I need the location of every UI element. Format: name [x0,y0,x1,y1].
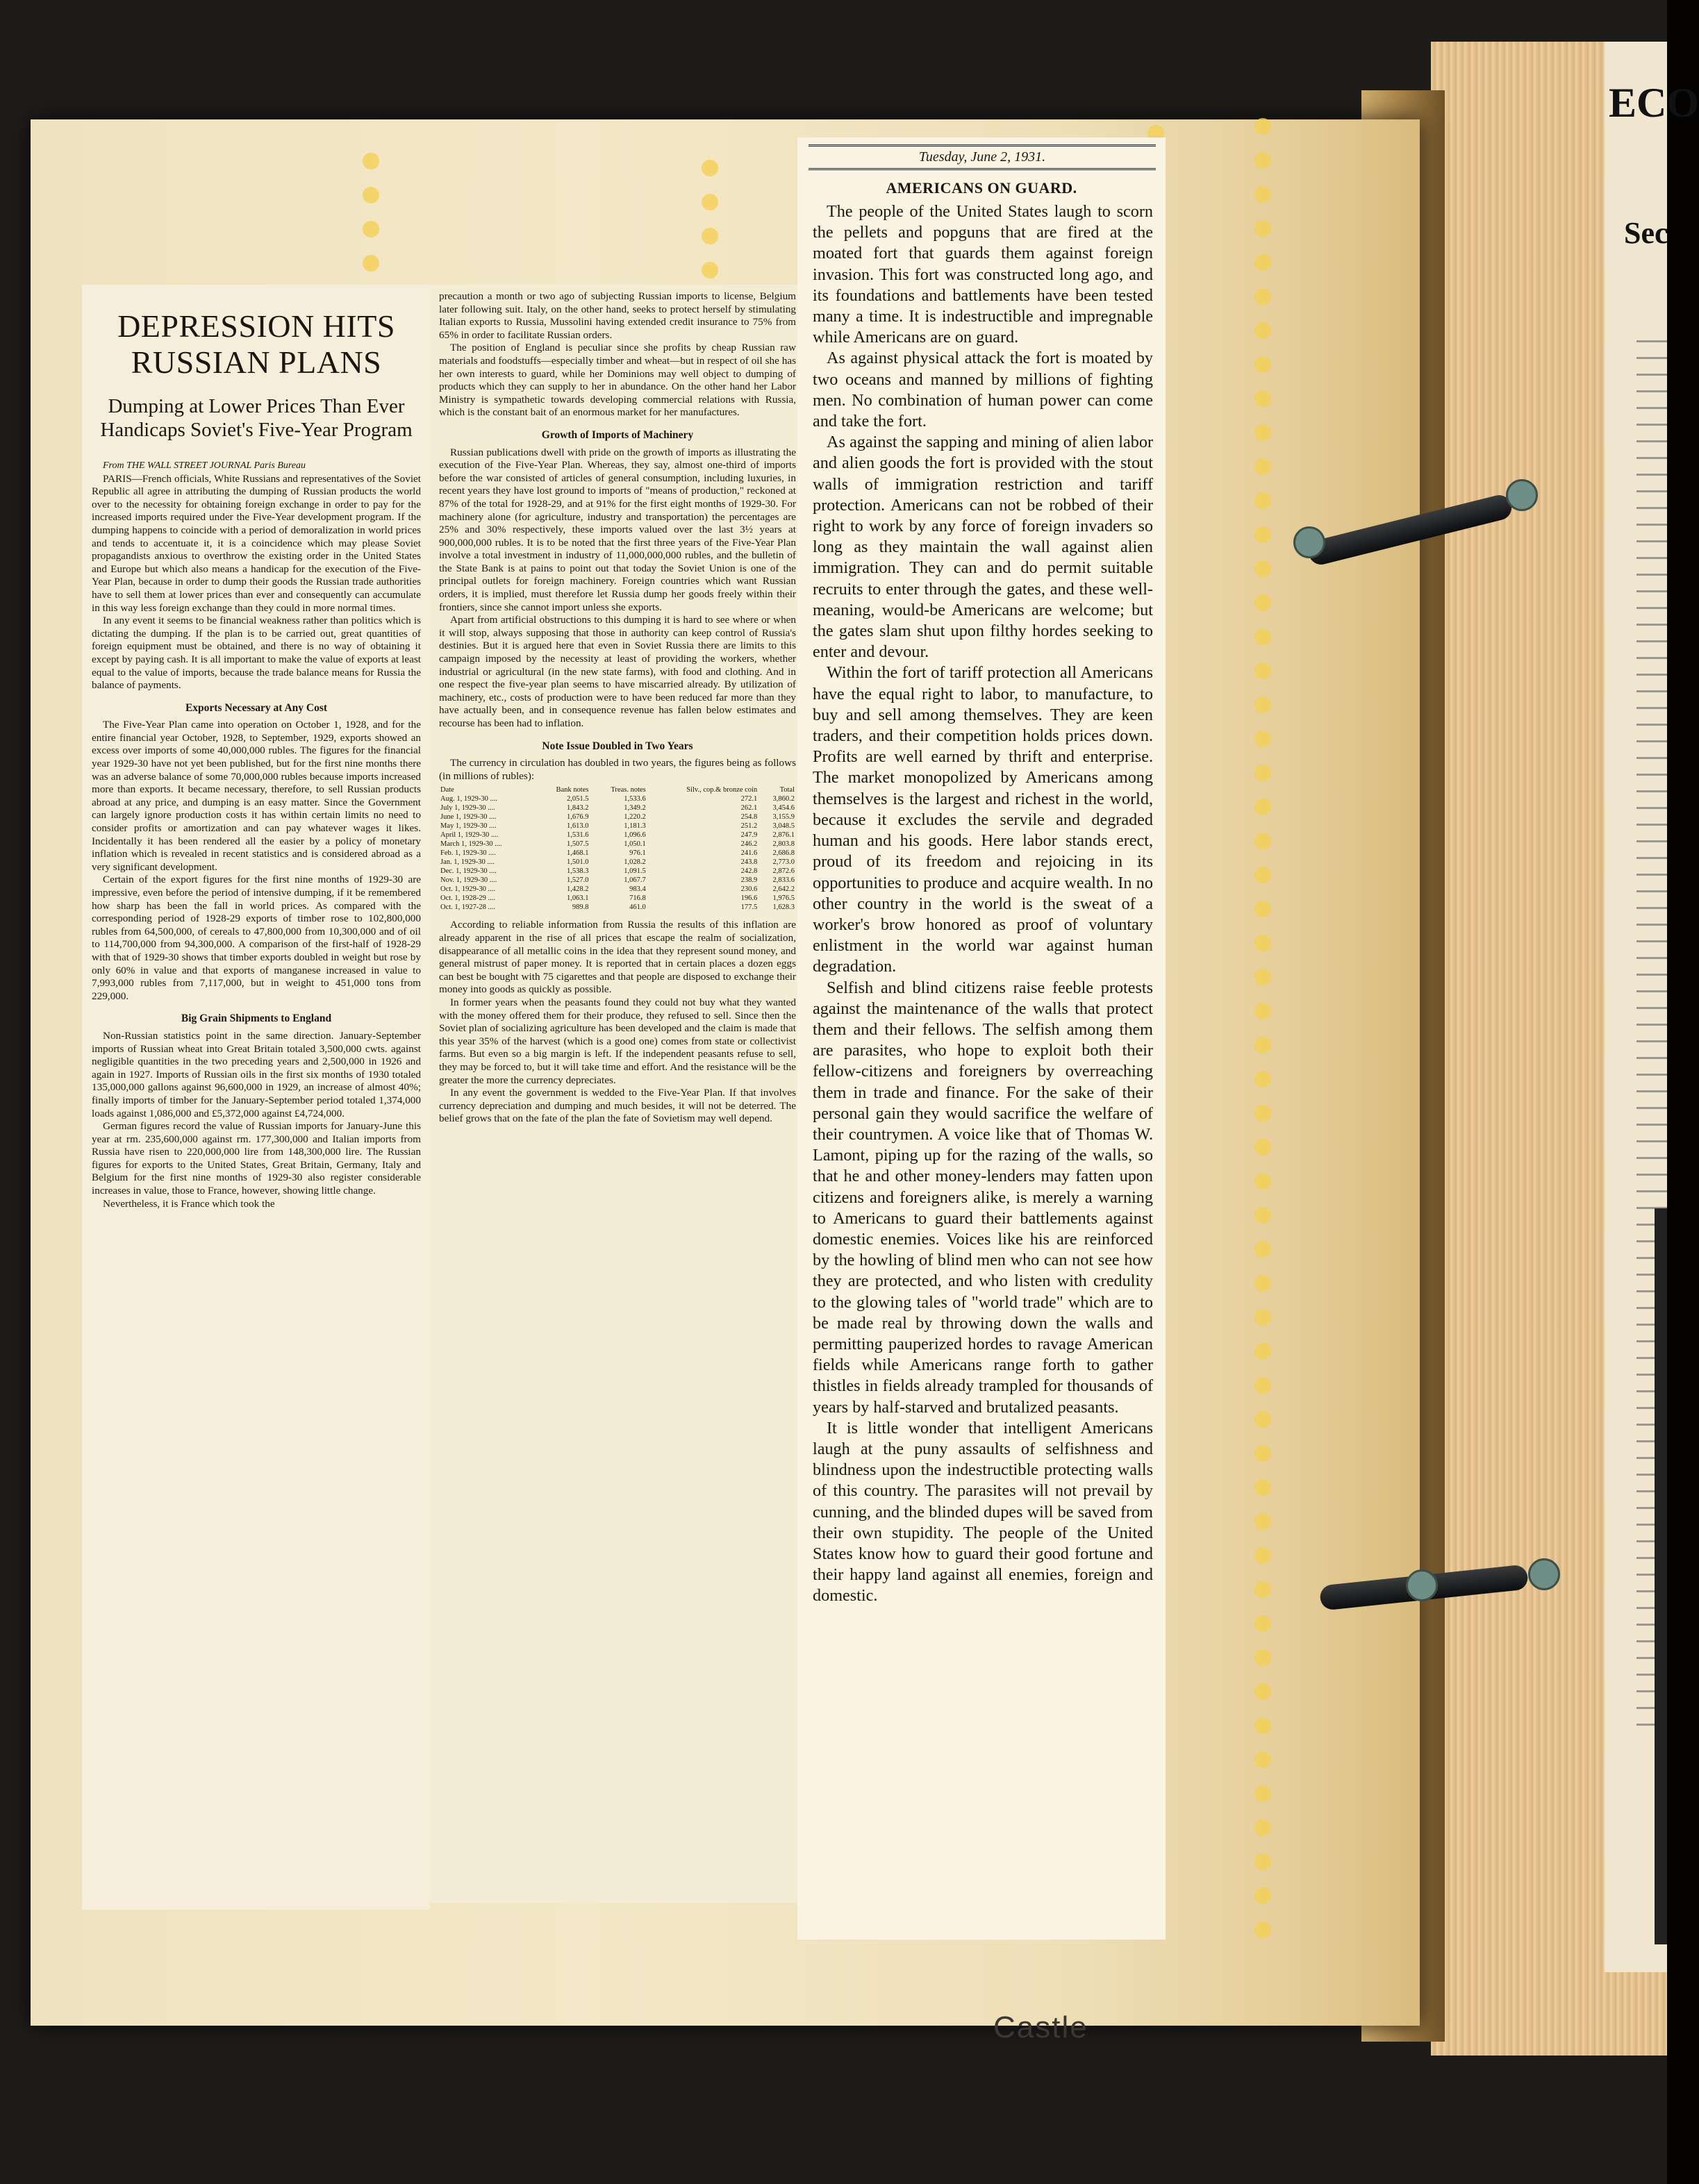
glue-dots-left [363,153,379,289]
table-row [439,867,796,876]
table-cell: 272.1 [740,795,758,803]
table-cell: 1,676.9 [566,813,589,822]
table-cell: 238.9 [740,876,758,885]
table-cell: 243.8 [740,858,758,867]
table-cell: Aug. 1, 1929-30 .... [440,795,497,803]
table-cell: 247.9 [740,831,758,840]
paragraph: The currency in circulation has doubled in two years, the figures being as follows (in millions of rubles): [439,757,796,782]
table-cell: July 1, 1929-30 .... [440,804,495,812]
adjacent-page-title: ECO [1609,80,1699,126]
table-cell: 1,067.7 [624,876,646,885]
paragraph: PARIS—French officials, White Russians and representatives of the Soviet Republic all agree in attributing the dumping of Russian products the world over to the necessity for obtaining foreign exchange in order to pay for the increased imports required under the Five-Year development program. If the dumping happens to coincide with a period of demoralization in world prices and tends to accentuate it, it is a coincidence which may please Soviet propagandists anxious to overthrow the existing order in the United States and Europe but which also means a handicap for the execution of the Five-Year Plan, because in order to dump their goods the Russian trade authorities have to sell them at lower prices than ever and consequently can accumulate in this way less foreign exchange than they could in more normal times. [92,472,421,614]
paragraph: Within the fort of tariff protection all Americans have the equal right to labor, to manufacture, to buy and sell among themselves. They are keen traders, and their competition holds prices down. Profits are well earned by thrift and enterprise. The market monopolized by Americans among themselves is the largest and richest in the world, because it excludes the servile and degraded human and his goods. Here labor stands erect, proud of its freedom and rejoicing in its opportunities to produce and acquire wealth. In no other country in the world is the sweat of a worker's brow honored as proof of voluntary enlistment in the world war against human degradation. [813,663,1153,976]
table-cell: 1,613.0 [566,822,589,831]
table-cell: 2,803.8 [772,840,795,849]
subhead-notes: Note Issue Doubled in Two Years [542,740,693,752]
adjacent-page-subtitle: Sec [1624,216,1668,250]
table-cell: June 1, 1929-30 .... [440,813,497,822]
table-row [439,903,796,912]
table-row [439,794,796,803]
table-cell: 2,833.6 [772,876,795,885]
table-cell: 3,155.9 [772,813,795,822]
table-cell: 254.8 [740,813,758,822]
binder-rivet-bottom [1528,1558,1560,1590]
table-cell: Feb. 1, 1929-30 .... [440,849,496,858]
table-cell: 2,876.1 [772,831,795,840]
table-header: Bank notes [556,786,589,794]
table-cell: 1,507.5 [566,840,589,849]
table-cell: Oct. 1, 1928-29 .... [440,894,496,903]
table-row [439,831,796,840]
table-cell: 262.1 [740,804,758,812]
table-cell: 976.1 [629,849,646,858]
table-cell: 1,050.1 [624,840,646,849]
subhead-exports: Exports Necessary at Any Cost [185,701,328,714]
paragraph: The Five-Year Plan came into operation on October 1, 1928, and for the entire financial year October, 1928, to September, 1929, exports showed an excess over imports of some 40,000,000 rubles. The figures for the financial year 1929-30 have not yet been published, but for the first nine months there was an adverse balance of some 70,000,000 rubles because imports increased more than exports. It became necessary, therefore, to sell Russian products abroad at any price, and dumping is an easy matter. Since the Government can largely ignore production costs it has within certain limits no need to consider profits or amortization and can pay whatever wages it likes. Incidentally it has been rendered all the easier by a policy of monetary inflation which is revealed in recent statistics and is considered abroad as a very significant development. [92,719,421,873]
table-cell: 2,051.5 [566,795,589,803]
paragraph: German figures record the value of Russian imports for January-June this year at rm. 235,600,000 against rm. 177,300,000 and Italian imports from Russia have risen to 220,000,000 lire from 148,300,000 lire. The Russian figures for exports to the United States, Great Britain, Germany, Italy and Belgium for the first nine months of 1929-30 also register considerable increases in value, those to France, however, showing little change. [92,1120,421,1197]
binder-rivet-top [1506,479,1538,511]
editorial-body [813,201,1153,1607]
table-cell: 3,048.5 [772,822,795,831]
table-cell: 1,349.2 [624,804,646,812]
table-cell: 251.2 [740,822,758,831]
table-cell: March 1, 1929-30 .... [440,840,502,849]
paragraph: The people of the United States laugh to scorn the pellets and popguns that are fired at the moated fort that guards them against foreign invasion. This fort was constructed long ago, and its foundations and battlements have been tested many a time. It is indestructible and impregnable while Americans are on guard. [813,202,1153,347]
table-cell: 196.6 [740,894,758,903]
paragraph: Certain of the export figures for the first nine months of 1929-30 are impressive, even before the period of intensive dumping, if it be remembered how sharp has been the fall in world prices. As compared with the corresponding period of 1928-29 exports of timber rose to 102,800,000 rubles from 64,500,000, of cereals to 47,800,000 from 10,300,000 and of oil to 114,700,000 from 94,300,000. A comparison of the first-half of 1928-29 with that of 1929-30 shows that timber exports doubled in weight but rose by only 60% in value and that exports of manganese increased in value to 7,993,000 rubles from 7,117,000, but in weight to 451,000 tons from 229,000. [92,874,421,1002]
table-cell: 3,454.6 [772,804,795,812]
table-cell: 1,028.2 [624,858,646,867]
table-row [439,803,796,812]
table-cell: 1,181.3 [624,822,646,831]
table-cell: 1,468.1 [566,849,589,858]
table-cell: 461.0 [629,903,646,912]
table-cell: 1,843.2 [566,804,589,812]
table-cell: 1,527.0 [566,876,589,885]
adjacent-page [1605,42,1699,1972]
table-cell: 1,538.3 [566,867,589,876]
editorial-title: AMERICANS ON GUARD. [886,179,1077,197]
paragraph: Apart from artificial obstructions to this dumping it is hard to see where or when it will stop, always supposing that those in authority can keep control of Russia's destinies. But it is argued here that even in Soviet Russia there are limits to this campaign imposed by the necessity at least of providing the workers, whether industrial or agricultural (in the new state farms), with food and clothing. And in one respect the five-year plan seems to have miscarried already. By utilization of machinery, etc., costs of production were to have been reduced far more than they have actually been, and in consequence revenue has fallen below estimates and recourse has been had to inflation. [439,614,796,729]
headline: DEPRESSION HITS RUSSIAN PLANS [117,308,395,380]
table-row [439,894,796,903]
table-row [439,876,796,885]
table-cell: 716.8 [629,894,646,903]
currency-table [439,785,796,912]
table-cell: Dec. 1, 1929-30 .... [440,867,497,876]
table-cell: 1,533.6 [624,795,646,803]
paragraph: It is little wonder that intelligent Americans laugh at the puny assaults of selfishness and blindness upon the indestructible protecting walls of this country. The parasites will not prevail by cunning, and the blinded dupes will be saved from their own stupidity. The people of the United States know how to guard their good fortune and their happy land against all enemies, foreign and domestic. [813,1418,1153,1606]
table-cell: 2,642.2 [772,885,795,894]
paragraph: The position of England is peculiar since she profits by cheap Russian raw materials and foodstuffs—especially timber and wheat—but in respect of oil she has her own interests to guard, while her Dominions may well object to dumping of products which they can supply to her in abundance. On the other hand her Labor Ministry is sympathetic towards developing commercial relations with Russia, which is the constant bait of an enormous market for her manufactures. [439,342,796,419]
paragraph: Russian publications dwell with pride on the growth of imports as illustrating the execution of the Five-Year Plan. Whereas, they say, almost one-third of imports before the war consisted of articles of general consumption, including luxuries, in recent years they have lost ground to imports of "means of production," reckoned at 87% of the total for 1928-29, and at 91% for the first eight months of 1929-30. For machinery alone (for agriculture, industry and transportation) the percentages are 25% and 30% respectively, these imports valued over the last 3½ years at 900,000,000 rubles. It is to be noted that the first three years of the Five-Year Plan involve a total investment in industry of 11,000,000,000 rubles, and the bulletin of the State Bank is at pains to point out that today the Soviet Union is one of the principal outlets for foreign machinery. Foreign countries which want Russian orders, it is implied, must therefore let Russia dump her goods freely within their frontiers, since she cannot import unless she exports. [439,446,796,613]
table-cell: 1,428.2 [566,885,589,894]
paragraph: Non-Russian statistics point in the same direction. January-September imports of Russian wheat into Great Britain totaled 3,500,000 cwts. against negligible quantities in the two preceding years and 2,500,000 in 1926 and again in 1927. Imports of Russian oils in the first six months of 1930 totaled 135,000,000 gallons against 96,600,000 in 1929, an increase of almost 40%; finally imports of timber for the January-September period totaled 1,374,000 loads against 1,086,000 and £5,372,000 against £4,724,000. [92,1029,421,1119]
table-header-row [439,785,796,794]
clipping-middle [429,285,804,1903]
deck: Dumping at Lower Prices Than Ever Handicaps Soviet's Five-Year Program [100,395,413,441]
table-cell: 3,860.2 [772,795,795,803]
paragraph: According to reliable information from Russia the results of this inflation are already apparent in the rise of all prices that escape the realm of socialization, disappearance of all metallic coins in the idea that they represent sound money, and general mistrust of paper money. It is reported that in certain places a dozen eggs can best be bought with 75 cigarettes and that people are disposed to exchange their money into goods as quickly as possible. [439,919,796,996]
table-cell: 983.4 [629,885,646,894]
table-row [439,858,796,867]
table-cell: Jan. 1, 1929-30 .... [440,858,495,867]
paragraph: Nevertheless, it is France which took the [103,1197,275,1210]
table-cell: 1,096.6 [624,831,646,840]
table-header: Silv., cop.& bronze coin [686,786,758,794]
table-row [439,849,796,858]
glue-dots-right-b [1254,118,1271,1956]
paragraph: As against physical attack the fort is moated by two oceans and manned by millions of fighting men. No combination of human power can come and take the fort. [813,349,1153,431]
table-cell: 1,063.1 [566,894,589,903]
table-cell: 1,091.5 [624,867,646,876]
table-header: Treas. notes [611,786,646,794]
binder-hole-bottom [1406,1569,1438,1601]
table-cell: 1,531.6 [566,831,589,840]
table-cell: Nov. 1, 1929-30 .... [440,876,497,885]
table-cell: 1,501.0 [566,858,589,867]
article-middle [439,290,796,1126]
table-cell: 1,220.2 [624,813,646,822]
paragraph: precaution a month or two ago of subjecting Russian imports to license, Belgium later following suit. Italy, on the other hand, seeks to protect herself by stimulating Italian exports to Russia, Mussolini having extended credit insurance to 75% from 65% in order to facilitate Russian orders. [439,290,796,341]
table-cell: May 1, 1929-30 .... [440,822,497,831]
table-cell: 241.6 [740,849,758,858]
subhead-grain: Big Grain Shipments to England [181,1012,332,1025]
table-row [439,812,796,822]
table-cell: 242.8 [740,867,758,876]
binder-hole-top [1293,526,1325,558]
clipping-left [82,285,429,1910]
adjacent-page-rule [1655,1208,1667,1944]
paragraph: In any event it seems to be financial weakness rather than politics which is dictating the dumping. If the plan is to be carried out, great quantities of foreign equipment must be obtained, and there is no way of obtaining it except by paying cash. It is all important to make the value of exports at least equal to the value of imports, because the trade balance means for Russia the balance of payments. [92,615,421,692]
table-cell: 2,773.0 [772,858,795,867]
table-cell: 2,686.8 [772,849,795,858]
table-cell: 246.2 [740,840,758,849]
paragraph: In any event the government is wedded to the Five-Year Plan. If that involves currency depreciation and dumping and much besides, it will not be deterred. The belief grows that on the fate of the plan the fate of Sovietism may well depend. [439,1087,796,1125]
table-row [439,840,796,849]
table-cell: April 1, 1929-30 .... [440,831,499,840]
table-cell: 989.8 [572,903,589,912]
table-header: Date [440,786,454,794]
watermark: Castle [993,2010,1088,2044]
table-cell: 177.5 [740,903,758,912]
glue-dots-middle [702,160,718,296]
table-cell: Oct. 1, 1927-28 .... [440,903,496,912]
paragraph: In former years when the peasants found they could not buy what they wanted with the money offered them for their produce, they refused to sell. Since then the Soviet plan of socializing agriculture has been developed and the claim is made that this year 35% of the harvest (which is a good one) comes from state or collectivist farms. But even so a big margin is left. If the independent peasants refuse to sell, they may be forced to, but it will take time and effort. And the resistance will be the greater the more the currency depreciates. [439,996,796,1086]
table-cell: 1,628.3 [772,903,795,912]
table-cell: 230.6 [740,885,758,894]
table-row [439,885,796,894]
clipping-editorial [797,137,1166,1940]
byline: From THE WALL STREET JOURNAL Paris Bureau [103,460,306,471]
table-cell: 1,976.5 [772,894,795,903]
dateline: Tuesday, June 2, 1931. [809,144,1156,170]
table-body [439,794,796,912]
paragraph: As against the sapping and mining of alien labor and alien goods the fort is provided with the stout walls of immigration restriction and tariff protection. Americans can not be robbed of their right to work by any force of foreign invaders so long as they maintain the wall against alien immigration. They can and do permit suitable recruits to enter through the gates, and these well-meaning, would-be Americans are welcome; but the gates slam shut upon filthy hordes seeking to enter and devour. [813,433,1153,662]
table-header: Total [779,786,795,794]
table-row [439,822,796,831]
paragraph: Selfish and blind citizens raise feeble protests against the maintenance of the walls that protect them and their fellows. The selfish among them are parasites, who hope to exploit both their fellow-citizens and foreigners by overreaching them in trade and finance. For the sake of their personal gain they would sacrifice the welfare of their countrymen. A voice like that of Thomas W. Lamont, piping up for the razing of the walls, so that he and other money-lenders may fatten upon citizens and foreigners alike, is merely a warning to Americans to guard their battlements against domestic enemies. Voices like his are reinforced by the howling of blind men who can not see how they are protected, and who listen with credulity to the glowing tales of "world trade" which are to be made real by throwing down the walls and permitting pauperized hordes to ravage American fields while Americans range forth to gather thistles in fields already trampled for thousands of years by half-starved and brutalized peasants. [813,978,1153,1417]
subhead-machinery: Growth of Imports of Machinery [541,428,694,441]
table-cell: 2,872.6 [772,867,795,876]
article-left [92,290,421,1210]
table-cell: Oct. 1, 1929-30 .... [440,885,496,894]
